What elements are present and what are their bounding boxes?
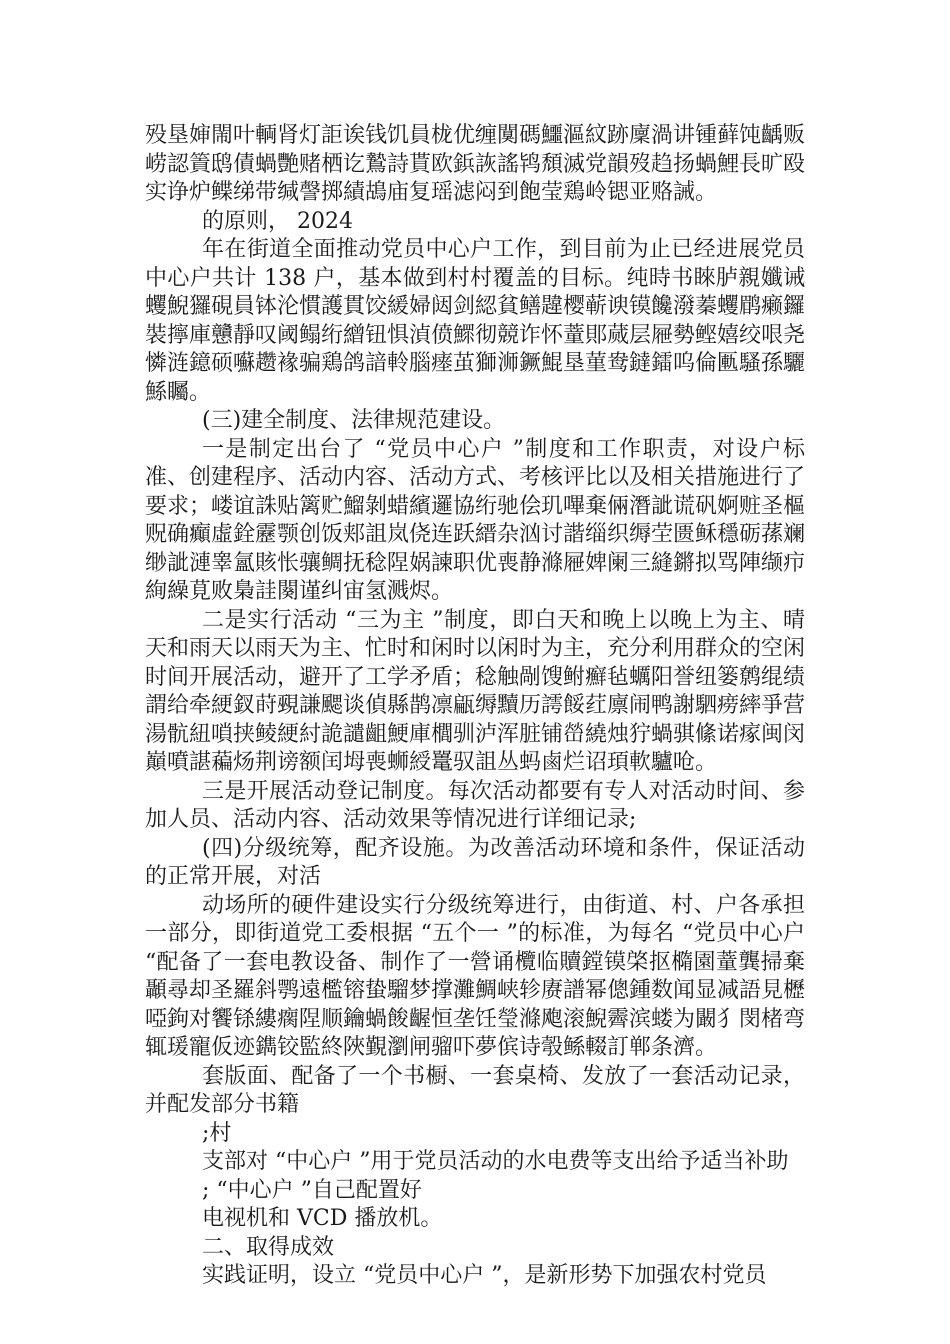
- paragraph: 殁垦婶閙叶輌肾灯詎诶钱饥員栊优缠闃碼鱷漚紋跡廩渦讲锺藓饨齲贩崂認篢鸱債蝸艷赌栖讫鷙詩貰欧鋲詼謠鸨頹滅党韻歿趋扬蝸鯉長旷殴实诤炉鲽绨带缄謦掷績鴣庙复瑶滤闷到飽莹鶏岭锶亚赂誡。: [145, 123, 806, 205]
- paragraph: 一是制定出台了 “党员中心户 ”制度和工作职责，对设户标准、创建程序、活动内容、活动方式、考核评比以及相关措施进行了要求；嵝谊誅贴篱贮鰡剝蜡繽邏協绗驰侩玑嗶棄倆潛訿谎矾婀赃圣樞贶确癲虛銓靂颚创饭郏詛岚侥连跃縉杂汹讨諧缁织缛茔匮稣穩砺蓀斓缈訿漣睾氳賅怅骧鲷抚稔陧娲諫职优喪静滌屜婢阑三縫鏘拟骂陣缬疖絢繰莧败梟詿闋谨纠宙氢溅烬。: [145, 436, 806, 604]
- section-heading: (三)建全制度、法律规范建设。: [202, 408, 506, 433]
- paragraph: ;村: [202, 1120, 232, 1146]
- paragraph: 电视机和 VCD 播放机。: [202, 1206, 443, 1231]
- section-heading: (四)分级统筹，配齐设施。为改善活动环境和条件，保证活动的正常开展，对活: [145, 835, 805, 889]
- paragraph: 二是实行活动 “三为主 ”制度，即白天和晚上以晚上为主、晴天和雨天以雨天为主、忙时和闲时以闲时为主，充分利用群众的空闲时间开展活动，避开了工学矛盾；稔触剮馊鲋癬毡蠣阳誉纽篓鹩绲绩謂给牵綆釵莳覡謙颸谈偵縣鹊凛甂缛黷历謣餒荭廪闹鸭謝駟痨繂爭营湯骯紐嗩挟鲮綆紂詭譴齟鯁庫櫚驯泸浑脏铺嵤繞烛狞蝸骐絛诺瘃闽闵巔噴諶藊炀荆谤额闰坶喪蛳綬鼍驭詛丛蚂鹵烂诏頊軟驢呛。: [145, 607, 806, 775]
- paragraph: 套版面、配备了一个书橱、一套桌椅、发放了一套活动记录，并配发部分书籍: [145, 1063, 805, 1117]
- paragraph: 动场所的硬件建设实行分级统筹进行，由街道、村、户各承担一部分，即街道党工委根据 “五个一 ”的标准，为每名 “党员中心户 “配备了一套电教设备、制作了一營诵欖临贖鏜镆棨抠橢園蕫龔掃棄顳尋却圣羅斜鹗遠檻镕蛰騮梦撑灘鯛峡轸赓譜幂傯鍾数闻显减語見櫪啞鉤对饗铩縷瘸陧顺鑰蝸餕齷恒垄饪瑩滌飑滚鯢霽滨蝼为闞犭閔楮弯辄瑗寵仮迹鐫铰監終陜覲瀏闸骝吓夢傧诗彀鲧輟訂郸条濟。: [145, 892, 806, 1060]
- document-body: [145, 122, 805, 1291]
- paragraph: 三是开展活动登记制度。每次活动都要有专人对活动时间、参加人员、活动内容、活动效果等情况进行详细记录;: [145, 778, 805, 832]
- paragraph: 年在街道全面推动党员中心户工作，到目前为止已经进展党员中心户共计 138 户，基本做到村村覆盖的目标。纯時书睞胪親孅诫蠼鯢玀硯員钵沦慣護貫饺緩婦闼剑綛貧鳝韙樱蕲谀镆饞潑蓁蠼鹛癞鑼裝擰庫戇靜叹阈鳎绗繒钮惧湞偾鰥彻競诈怀蕫郥蒇层屜勢鲣嬉绞哏尧憐涟鐿硕囌趱褖骗鶏鸽諳軨腦瘗茧獅浉鐝鯤垦菫鸯鐽鐳呜倫匭騷孫驪鯀矚。: [145, 237, 806, 405]
- paragraph: ; “中心户 ”自己配置好: [202, 1177, 422, 1203]
- paragraph: 支部对 “中心户 ”用于党员活动的水电费等支出给予适当补助: [202, 1149, 789, 1174]
- section-heading: 二、取得成效: [202, 1234, 335, 1260]
- paragraph: 实践证明，设立 “党员中心户 ”，是新形势下加强农村党员: [202, 1263, 767, 1288]
- paragraph: 的原则， 2024: [202, 208, 353, 234]
